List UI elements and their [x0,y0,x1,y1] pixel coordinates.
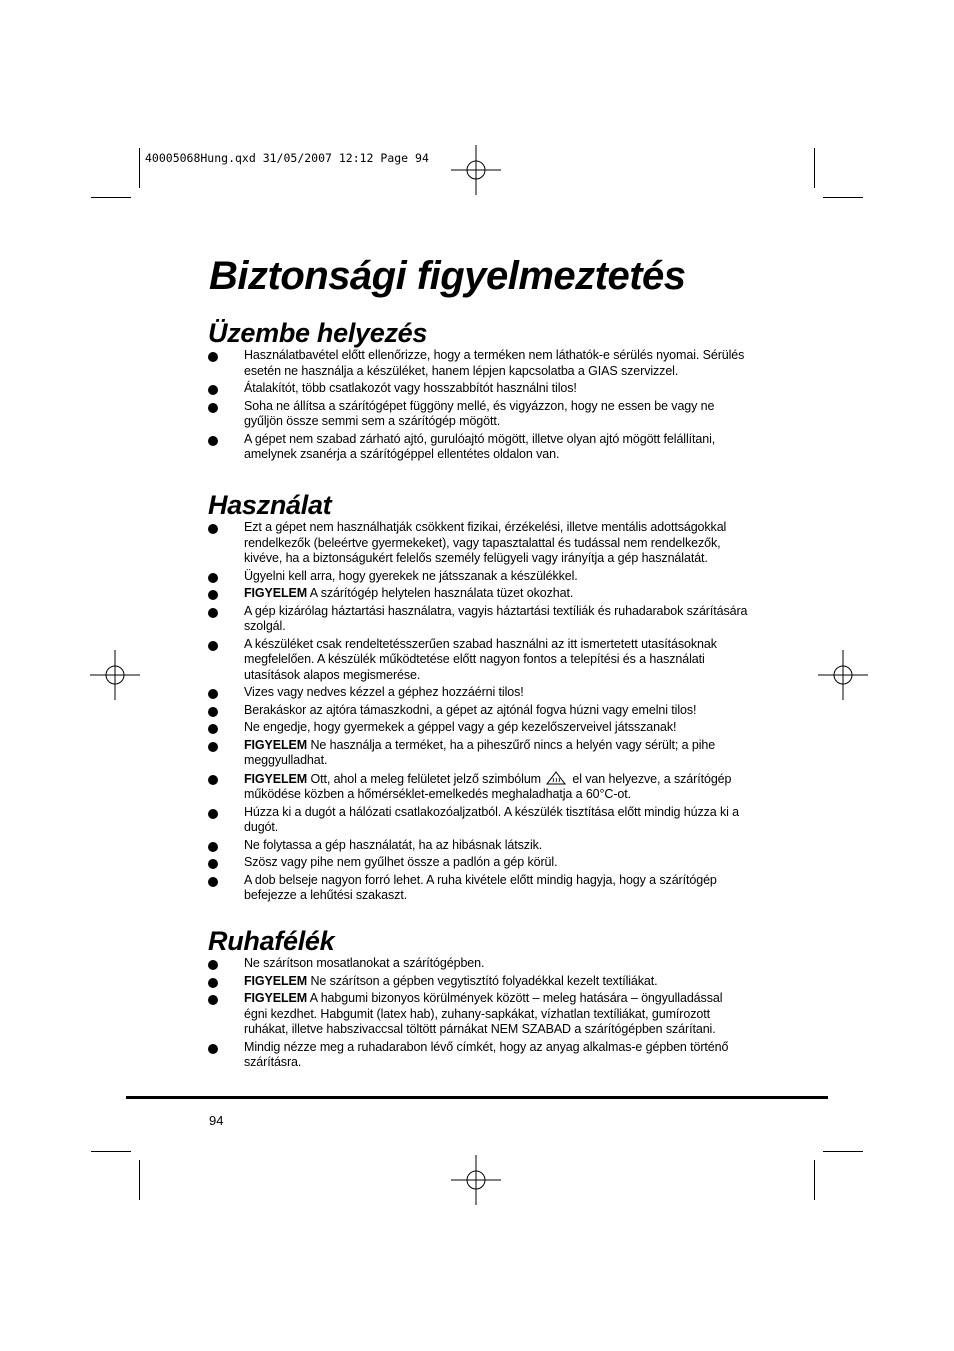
list-item: FIGYELEM A szárítógép helytelen használata tüzet okozhat. [208,586,748,602]
warning-label: FIGYELEM [244,771,308,786]
list-item: Húzza ki a dugót a hálózati csatlakozóaljzatból. A készülék tisztítása előtt mindig húzza ki a dugót. [208,805,748,836]
crop-mark [814,1160,815,1200]
hot-surface-icon [545,771,567,785]
bullet-icon [208,352,218,362]
registration-mark-icon [90,650,140,700]
list-item: Átalakítót, több csatlakozót vagy hosszabbítót használni tilos! [208,381,748,397]
section-installation [208,318,748,465]
bullet-icon [208,1044,218,1054]
crop-mark [91,1151,131,1152]
list-item: Soha ne állítsa a szárítógépet függöny mellé, és vigyázzon, hogy ne essen be vagy ne gyűljön össze semmi sem a szárítógép mögött. [208,399,748,430]
list-item: Ügyelni kell arra, hogy gyerekek ne játsszanak a készülékkel. [208,569,748,585]
warning-label: FIGYELEM [244,973,308,988]
list-item: FIGYELEM Ne használja a terméket, ha a piheszűrő nincs a helyén vagy sérült; a pihe meggyulladhat. [208,738,748,769]
list-item: A gép kizárólag háztartási használatra, vagyis háztartási textíliák és ruhadarabok szárítására szolgál. [208,604,748,635]
list-item: Ne engedje, hogy gyermekek a géppel vagy a gép kezelőszerveivel játsszanak! [208,720,748,736]
bullet-list [208,956,748,1071]
list-item: Berakáskor az ajtóra támaszkodni, a gépet az ajtónál fogva húzni vagy emelni tilos! [208,703,748,719]
bullet-icon [208,960,218,970]
section-heading: Használat [208,490,332,520]
bullet-icon [208,742,218,752]
list-item: Ezt a gépet nem használhatják csökkent fizikai, érzékelési, illetve mentális adottságokkal rendelkezők (beleértve gyermekeket), vagy tapasztalattal és tudással nem rendelkezők, kivéve, ha a biztonságukért felelős személy felügyeli vagy irányítja a gép használatát. [208,520,748,567]
crop-mark [814,148,815,188]
bullet-icon [208,842,218,852]
list-item: A dob belseje nagyon forró lehet. A ruha kivétele előtt mindig hagyja, hogy a szárítógép befejezze a lehűtési szakaszt. [208,873,748,904]
bullet-icon [208,403,218,413]
bullet-list [208,348,748,463]
bullet-icon [208,436,218,446]
list-item: Használatbavétel előtt ellenőrizze, hogy a terméken nem láthatók-e sérülés nyomai. Sérülés esetén ne használja a készüléket, hanem lépjen kapcsolatba a GIAS szervizzel. [208,348,748,379]
list-item: Szösz vagy pihe nem gyűlhet össze a padlón a gép körül. [208,855,748,871]
list-item: Ne szárítson mosatlanokat a szárítógépben. [208,956,748,972]
bullet-icon [208,385,218,395]
footer-rule [126,1096,828,1099]
section-heading: Üzembe helyezés [208,318,428,348]
crop-mark [139,1160,140,1200]
bullet-list [208,520,748,904]
section-garments [208,926,748,1073]
bullet-icon [208,978,218,988]
list-item: A gépet nem szabad zárható ajtó, gurulóajtó mögött, illetve olyan ajtó mögött felállítani, amelynek zsanérja a szárítógéppel ellentétes oldalon van. [208,432,748,463]
crop-mark [823,1151,863,1152]
warning-label: FIGYELEM [244,991,308,1005]
list-item: Vizes vagy nedves kézzel a géphez hozzáérni tilos! [208,685,748,701]
crop-mark [91,197,131,198]
bullet-icon [208,775,218,785]
list-item: Mindig nézze meg a ruhadarabon lévő címkét, hogy az anyag alkalmas-e gépben történő szárításra. [208,1040,748,1071]
bullet-icon [208,995,218,1005]
bullet-icon [208,641,218,651]
bullet-icon [208,877,218,887]
bullet-icon [208,707,218,717]
crop-mark [139,148,140,188]
section-usage [208,490,748,906]
list-item: FIGYELEM Ne szárítson a gépben vegytisztító folyadékkal kezelt textíliákat. [208,974,748,990]
warning-label: FIGYELEM [244,586,308,600]
list-item: A készüléket csak rendeltetésszerűen szabad használni az itt ismertetett utasításoknak megfelelően. A készülék működtetése előtt nagyon fontos a telepítési és a használati utasítások alapos megismerése. [208,637,748,684]
list-item: FIGYELEM Ott, ahol a meleg felületet jelző szimbólum el van helyezve, a szárítógép működése közben a hőmérséklet-emelkedés meghaladhatja a 60°C-ot. [208,771,748,803]
registration-mark-icon [451,145,501,195]
registration-mark-icon [451,1155,501,1205]
list-item: Ne folytassa a gép használatát, ha az hibásnak látszik. [208,838,748,854]
bullet-icon [208,809,218,819]
page-title: Biztonsági figyelmeztetés [209,254,686,298]
registration-mark-icon [818,650,868,700]
page-number: 94 [209,1113,224,1128]
bullet-icon [208,859,218,869]
print-slug: 40005068Hung.qxd 31/05/2007 12:12 Page 94 [145,151,429,165]
crop-mark [823,197,863,198]
section-heading: Ruhafélék [208,926,335,956]
bullet-icon [208,524,218,534]
warning-label: FIGYELEM [244,737,308,752]
list-item: FIGYELEM A habgumi bizonyos körülmények között – meleg hatására – öngyulladással égni kezdhet. Habgumit (latex hab), zuhany-sapkákat, vízhatlan textíliákat, gumírozott ruhákat, illetve habszivaccsal töltött párnákat NEM SZABAD a szárítógépben szárítani. [208,991,748,1038]
bullet-icon [208,573,218,583]
bullet-icon [208,608,218,618]
bullet-icon [208,689,218,699]
bullet-icon [208,590,218,600]
bullet-icon [208,724,218,734]
